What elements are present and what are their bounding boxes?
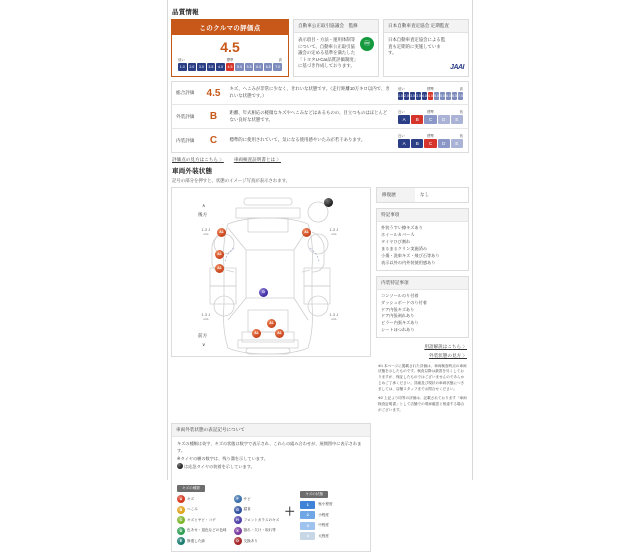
ratings-table bbox=[171, 81, 469, 153]
rating-row-description: 標準的に使用されていて、気になる使用感やいたみが若干あります。 bbox=[229, 137, 366, 143]
legend-tables bbox=[177, 476, 365, 545]
special-note-item: タイヤひび割れ bbox=[381, 239, 411, 245]
interior-note-item: ドア内張キズあり bbox=[381, 306, 415, 312]
score-scale-cell: 2.0 bbox=[189, 65, 195, 70]
rating-scale-label: 良い bbox=[398, 134, 405, 139]
jaai-text: 日本自動車査定協会による監査も定期的に実施しています。 bbox=[388, 37, 446, 56]
rating-row-scale bbox=[394, 105, 469, 129]
score-scale-cell: 5.0 bbox=[237, 65, 243, 70]
legend-level-box: 2 bbox=[300, 511, 315, 519]
rating-scale-cell: A bbox=[398, 115, 410, 124]
rating-scale-cell: 6.0 bbox=[446, 94, 451, 99]
interior-notes-panel bbox=[376, 276, 469, 339]
special-notes-list bbox=[377, 222, 468, 270]
legend-kind-item bbox=[234, 537, 280, 545]
right-divider bbox=[472, 0, 473, 480]
legend-title: 車両外装状態の表記記号について bbox=[172, 424, 370, 437]
interior-notes-list bbox=[377, 290, 468, 338]
rating-scale-bar bbox=[398, 92, 463, 100]
report-content bbox=[168, 0, 472, 544]
legend-kind-dot: X bbox=[234, 527, 242, 535]
legend-kind-dot: C bbox=[177, 516, 185, 524]
rating-row-label: 外装評価 bbox=[172, 105, 202, 129]
legend-kind-label: 腐食 bbox=[243, 507, 251, 512]
rating-scale-cell: E bbox=[451, 139, 463, 148]
special-note-item: ホイールカバーＡ bbox=[381, 232, 415, 238]
exterior-row bbox=[171, 187, 469, 418]
rating-scale-cell: A bbox=[398, 139, 410, 148]
score-scale-label-high: 高 bbox=[278, 58, 283, 63]
rating-scale-cell: 2.0 bbox=[404, 94, 409, 99]
legend-level-label: 小程度 bbox=[318, 512, 329, 517]
footnote: ※1 本ページに掲載された評価は、車両検査時点の車両状態を示したものです。検査以降は最善を尽くしておりますが、保証したものではございませんのであらかじめご了承ください。詳細及び現状の車両状態につきましては、店舗スタッフまでお問合せください。 bbox=[378, 363, 467, 391]
rating-scale-bar bbox=[398, 139, 463, 148]
rating-scale-cell: 5.0 bbox=[434, 94, 439, 99]
score-scale-cell: 3.5 bbox=[208, 65, 214, 70]
score-card-scale bbox=[172, 57, 288, 76]
legend-expl-2: ※タイヤの横の数字は、残り溝を示しています。 bbox=[177, 455, 269, 461]
damage-marker[interactable]: G bbox=[259, 288, 268, 297]
rating-scale-cell: 1.0 bbox=[398, 94, 403, 99]
legend-kind-label: キズとサビ・コゲ bbox=[187, 517, 216, 522]
rating-row-scale bbox=[394, 82, 469, 105]
exterior-footnotes bbox=[376, 364, 469, 414]
legend-kind-header: キズの種類 bbox=[177, 485, 205, 492]
legend-kind-dot: A bbox=[177, 495, 185, 503]
rating-row bbox=[172, 105, 469, 129]
rating-scale-cell: 3.5 bbox=[416, 94, 421, 99]
legend-kind-column-left bbox=[177, 495, 227, 545]
legend-kind-dot: O bbox=[234, 537, 242, 545]
quality-top-row bbox=[171, 19, 469, 77]
legend-kind-dot: E bbox=[177, 537, 185, 545]
special-notes-title: 特記事項 bbox=[377, 209, 468, 222]
rating-scale-cell: 7.0 bbox=[458, 94, 463, 99]
legend-kind-dot: H bbox=[234, 516, 242, 524]
rating-scale-labels bbox=[398, 133, 463, 138]
special-note-item: 小傷・洗車キズ・飛び石等あり bbox=[381, 252, 440, 258]
legend-kind-label: フロントガラスのキズ bbox=[243, 517, 280, 522]
rating-scale-cell: D bbox=[438, 115, 450, 124]
ratings-links bbox=[172, 157, 469, 163]
rear-direction-arrow: ∧ bbox=[202, 203, 206, 209]
legend-kind-item bbox=[234, 506, 280, 514]
rating-row-description: キズ、へこみが非常に少なく、きれいな状態です。（走行距離10万キロ以内で、きれいな状態です。） bbox=[226, 82, 395, 105]
legend-explanation bbox=[177, 441, 365, 472]
jaai-logo: JAAI bbox=[450, 63, 464, 71]
repair-history-row bbox=[376, 187, 469, 203]
rating-scale-cell: B bbox=[411, 115, 423, 124]
rating-scale-cell: 6.5 bbox=[452, 94, 457, 99]
supervisor-text: 表示項目・方法・運用体制等について、自動車公正取引協議会の定める基準を満たした「トヨタU-Car品質評価制度」に基づき作成しております。 bbox=[298, 37, 359, 69]
supervisor-title: 自動車公正取引協議会 監修 bbox=[294, 20, 378, 33]
legend-plus-symbol: ＋ bbox=[284, 505, 296, 518]
score-scale-cell: 6.5 bbox=[265, 65, 271, 70]
footnote: ※2 上記より同等の評価は、記載されております「車両検査証明書」として店舗での現車確認と相違する場合がございます。 bbox=[378, 396, 467, 412]
legend-kind-label: キズ bbox=[187, 496, 195, 501]
exterior-side-column bbox=[376, 187, 469, 418]
exterior-right-link[interactable]: 外装状態の見方 〉 bbox=[428, 352, 467, 358]
special-notes-panel bbox=[376, 208, 469, 271]
legend-body bbox=[172, 437, 370, 552]
legend-level-label: 大程度 bbox=[318, 533, 329, 538]
damage-marker[interactable]: A1 bbox=[267, 319, 276, 328]
interior-note-item: シートほつれあり bbox=[381, 327, 415, 333]
tire-depth-rear-left: 1.3 J mm bbox=[201, 228, 211, 237]
legend-level-label: 極小程度 bbox=[318, 502, 333, 507]
rating-row-scale bbox=[394, 129, 469, 153]
repair-history-label: 修復歴 bbox=[377, 188, 415, 202]
score-scale-bar bbox=[178, 63, 282, 71]
damage-marker[interactable]: A1 bbox=[275, 329, 284, 338]
legend-kind-dot: D bbox=[177, 527, 185, 535]
legend-level-item bbox=[300, 501, 332, 509]
rating-row-grade: B bbox=[202, 105, 226, 129]
ratings-link[interactable]: 車両検査証明書とは 〉 bbox=[233, 157, 282, 163]
jaai-title: 日本自動車査定協会 定期監査 bbox=[384, 20, 468, 33]
damage-marker[interactable]: A1 bbox=[215, 264, 224, 273]
score-scale-label-low: 低い bbox=[178, 58, 185, 63]
score-card bbox=[171, 19, 289, 77]
legend-kind-group bbox=[177, 476, 279, 545]
rating-scale-label: 標準 bbox=[427, 87, 434, 92]
rating-scale-cell: E bbox=[451, 115, 463, 124]
legend-kind-label: 割れ・欠け・取れ等 bbox=[243, 528, 276, 533]
rating-scale-label: 低 bbox=[459, 134, 464, 139]
rating-row-grade: C bbox=[209, 135, 218, 147]
rating-scale-label: 良い bbox=[398, 110, 405, 115]
legend-kind-item bbox=[234, 516, 280, 524]
jaai-info-box bbox=[383, 19, 469, 77]
legend-level-column bbox=[300, 501, 332, 541]
interior-note-item: コンソールのり付着 bbox=[381, 292, 419, 298]
damage-marker[interactable]: A1 bbox=[252, 329, 261, 338]
score-scale-cell: 3.0 bbox=[198, 65, 204, 70]
legend-kind-label: 色あせ・退色などの色味 bbox=[187, 528, 227, 533]
damage-marker[interactable]: A1 bbox=[302, 228, 311, 237]
legend-kind-label: 交換あり bbox=[243, 538, 258, 543]
score-scale-label-mid: 標準 bbox=[226, 58, 234, 63]
rating-scale-labels bbox=[398, 109, 463, 114]
rating-scale-cell: D bbox=[438, 139, 450, 148]
legend-expl-1: キズの種類は英字、キズの状態は数字で表示され、これらの組み合わせが、展開図中に表示されます。 bbox=[177, 440, 362, 453]
legend-kind-column-right bbox=[234, 495, 280, 545]
score-scale-cell: 1.0 bbox=[179, 65, 185, 70]
legend-kind-label: 修復した跡 bbox=[187, 538, 205, 543]
jaai-body bbox=[384, 33, 468, 76]
damage-marker[interactable]: A1 bbox=[217, 228, 226, 237]
front-direction-arrow: ∨ bbox=[202, 342, 206, 348]
supervisor-body bbox=[294, 33, 378, 76]
front-direction-label: 前方 bbox=[198, 333, 208, 339]
interior-note-item: ドア内張剥れあり bbox=[381, 313, 415, 319]
score-scale-cell: 5.5 bbox=[246, 65, 252, 70]
rating-scale-label: 標準 bbox=[427, 110, 434, 115]
rear-direction-label: 後方 bbox=[198, 212, 208, 218]
legend-kind-label: へこみ bbox=[187, 507, 198, 512]
score-scale-labels bbox=[178, 57, 282, 62]
legend-level-box: 3 bbox=[300, 522, 315, 530]
supervisor-info-box bbox=[293, 19, 379, 77]
legend-kind-columns bbox=[177, 495, 279, 545]
rating-scale-cell: C bbox=[424, 139, 436, 148]
exterior-right-links bbox=[376, 343, 467, 360]
legend-level-group bbox=[300, 482, 332, 541]
rating-scale-labels bbox=[398, 86, 463, 91]
legend-kind-item bbox=[177, 506, 227, 514]
rating-row bbox=[172, 129, 469, 153]
rating-scale-label: 標準 bbox=[427, 134, 434, 139]
legend-kind-item bbox=[234, 527, 280, 535]
score-card-caption: このクルマの評価点 bbox=[172, 20, 288, 35]
spare-tire-icon bbox=[177, 463, 183, 469]
legend-expl-3: は応急タイヤの装着を示しています。 bbox=[177, 463, 365, 471]
rating-row-label: 内装評価 bbox=[172, 129, 202, 153]
quality-heading: 品質情報 bbox=[172, 9, 199, 16]
legend-level-item bbox=[300, 522, 332, 530]
rating-scale-cell: 3.0 bbox=[410, 94, 415, 99]
interior-notes-title: 内装特記事項 bbox=[377, 277, 468, 290]
legend-kind-item bbox=[234, 495, 280, 503]
tire-depth-front-left: 1.3 J mm bbox=[201, 313, 211, 322]
legend-kind-item bbox=[177, 537, 227, 545]
rating-scale-label: 高 bbox=[459, 87, 464, 92]
legend-kind-dot: F bbox=[234, 495, 242, 503]
score-scale-cell: 6.0 bbox=[256, 65, 262, 70]
legend-level-box: 1 bbox=[300, 501, 315, 509]
rating-scale-bar bbox=[398, 115, 463, 124]
interior-note-item: ピラー内張キズあり bbox=[381, 320, 419, 326]
legend-level-label: 中程度 bbox=[318, 523, 329, 528]
interior-note-item: ダッシュボードのり付着 bbox=[381, 299, 427, 305]
exterior-right-link[interactable]: 用語解説はこちら 〉 bbox=[424, 344, 467, 350]
exterior-note: 記号の部分を押すと、状態のイメージ写真が表示されます。 bbox=[172, 178, 291, 184]
legend-box bbox=[171, 423, 371, 552]
ratings-link[interactable]: 評価点の見方はこちら 〉 bbox=[172, 157, 224, 163]
rating-scale-label: 低い bbox=[398, 87, 405, 92]
rating-scale-cell: C bbox=[424, 115, 436, 124]
legend-kind-dot: B bbox=[177, 506, 185, 514]
rating-scale-label: 低 bbox=[459, 110, 464, 115]
special-note-item: 外装うすい擦キズあり bbox=[381, 225, 423, 231]
legend-level-box: 4 bbox=[300, 532, 315, 540]
eco-mark-icon: ♾ bbox=[360, 37, 374, 51]
special-note-item: まるまるクリン実施済み bbox=[381, 245, 428, 251]
rating-scale-cell: B bbox=[411, 139, 423, 148]
score-scale-cell: 4.0 bbox=[217, 65, 223, 70]
tire-depth-front-right: 1.3 J mm bbox=[329, 313, 339, 322]
rating-row-description: 距離、年式相応の軽微なキズやへこみなどはあるものの、目立つものはほとんどない良好な状態です。 bbox=[226, 105, 395, 129]
rating-row bbox=[172, 82, 469, 105]
vehicle-diagram[interactable] bbox=[171, 187, 371, 357]
rating-scale-cell: 4.5 bbox=[428, 94, 433, 99]
special-note-item: 表示以外の内外装使用感あり bbox=[381, 259, 436, 265]
repair-history-value: なし bbox=[420, 192, 430, 198]
legend-kind-dot: G bbox=[234, 506, 242, 514]
legend-level-header: キズの状態 bbox=[300, 491, 328, 498]
legend-kind-item bbox=[177, 516, 227, 524]
legend-kind-item bbox=[177, 527, 227, 535]
rating-row-grade: 4.5 bbox=[202, 82, 226, 105]
damage-marker[interactable]: A1 bbox=[215, 250, 224, 259]
exterior-heading: 車両外装状態 bbox=[172, 168, 213, 176]
score-card-value: 4.5 bbox=[220, 39, 240, 55]
legend-level-item bbox=[300, 532, 332, 540]
tire-depth-rear-right: 1.3 J mm bbox=[329, 228, 339, 237]
rating-scale-cell: 4.0 bbox=[422, 94, 427, 99]
rating-row-label: 総合評価 bbox=[172, 82, 202, 105]
legend-kind-item bbox=[177, 495, 227, 503]
rating-scale-cell: 5.5 bbox=[440, 94, 445, 99]
legend-level-item bbox=[300, 511, 332, 519]
score-scale-cell: 4.5 bbox=[227, 65, 233, 70]
score-scale-cell: 7.0 bbox=[275, 65, 281, 70]
legend-kind-label: サビ bbox=[243, 496, 251, 501]
